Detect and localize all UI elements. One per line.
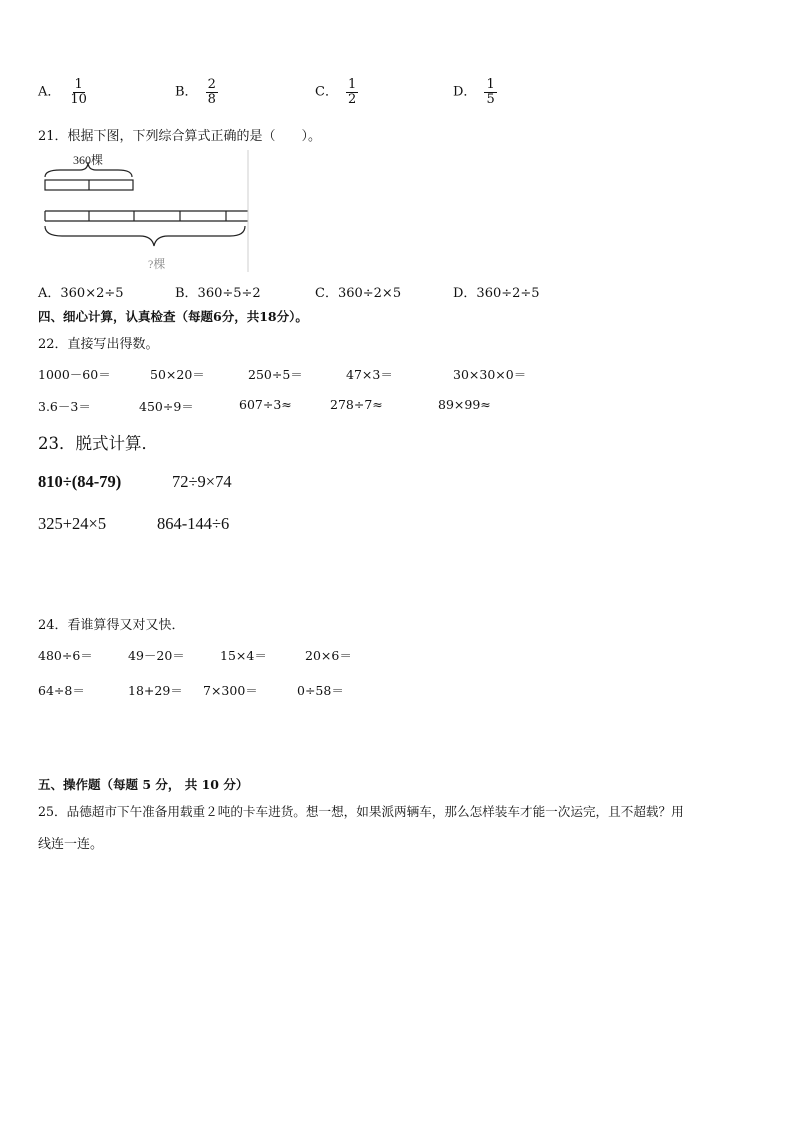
- q20-option-c: [315, 78, 358, 106]
- fraction-denominator: 10: [70, 91, 87, 107]
- q22-item: 3.6－3＝: [38, 399, 91, 414]
- q22-item: 50×20＝: [150, 367, 205, 382]
- q21-top-label: 360棵: [73, 153, 104, 167]
- q22-item: 1000－60＝: [38, 367, 111, 382]
- q23-item: 72÷9×74: [172, 472, 232, 491]
- q20-option-b-letter: B．: [175, 84, 198, 100]
- fraction-numerator: 1: [486, 77, 495, 92]
- q24-item: 480÷6＝: [38, 648, 93, 663]
- fraction-numerator: 1: [74, 77, 83, 92]
- fraction-denominator: 5: [486, 91, 495, 107]
- q20-option-b: [175, 78, 218, 106]
- q20-option-c-fraction: [346, 78, 358, 106]
- q24-item: 20×6＝: [305, 648, 352, 663]
- q25-line1: 25．品德超市下午准备用载重２吨的卡车进货。想一想，如果派两辆车，那么怎样装车才能一次运完，且不超载？用: [38, 804, 684, 819]
- q24-item: 0÷58＝: [297, 683, 344, 698]
- q22-stem: 22．直接写出得数。: [38, 337, 159, 352]
- q23-stem: 23．脱式计算．: [38, 434, 158, 453]
- q25-line2: 线连一连。: [38, 837, 104, 852]
- fraction-numerator: 1: [347, 77, 357, 92]
- fraction-denominator: 8: [207, 91, 216, 107]
- section4-title: 四、细心计算，认真检查（每题6分，共18分）。: [38, 309, 308, 324]
- q22-item: 250÷5＝: [248, 367, 303, 382]
- fraction-numerator: 2: [207, 77, 216, 92]
- q21-option-c: C．360÷2×5: [315, 286, 402, 301]
- q24-item: 64÷8＝: [38, 683, 85, 698]
- q24-item: 18+29＝: [128, 683, 183, 698]
- q21-option-a: A．360×2÷5: [38, 286, 124, 301]
- q21-option-d: D．360÷2÷5: [453, 286, 540, 301]
- q22-item: 89×99≈: [438, 397, 491, 412]
- section5-title: 五、操作题（每题 5 分， 共 10 分）: [38, 777, 249, 792]
- q21-stem: 21．根据下图，下列综合算式正确的是（ ）。: [38, 129, 322, 144]
- fraction-denominator: 2: [347, 91, 357, 107]
- q22-item: 450÷9＝: [139, 399, 194, 414]
- q20-option-d-fraction: [484, 78, 496, 106]
- q23-item: 864-144÷6: [157, 514, 230, 533]
- q24-item: 15×4＝: [220, 648, 267, 663]
- q24-item: 7×300＝: [203, 683, 258, 698]
- q20-option-a-letter: A．: [38, 84, 61, 100]
- q21-option-b: B．360÷5÷2: [175, 286, 261, 301]
- q22-item: 30×30×0＝: [453, 367, 527, 382]
- q20-option-a-fraction: [68, 78, 89, 106]
- q23-item: 325+24×5: [38, 514, 107, 533]
- q20-option-d: [453, 78, 497, 106]
- bottom-brace: [45, 226, 245, 246]
- q20-option-b-fraction: [206, 78, 218, 106]
- q20-option-a: [38, 78, 89, 106]
- q20-option-d-letter: D．: [453, 84, 477, 100]
- q23-item: 810÷(84-79): [38, 472, 122, 491]
- q22-item: 47×3＝: [346, 367, 393, 382]
- q21-figure: [40, 150, 252, 272]
- q24-item: 49－20＝: [128, 648, 185, 663]
- q21-bottom-label: ?棵: [148, 257, 166, 271]
- line-segment-diagram: [40, 150, 252, 272]
- q20-option-c-letter: C．: [315, 84, 338, 100]
- q24-stem: 24．看谁算得又对又快．: [38, 618, 185, 633]
- q22-item: 278÷7≈: [330, 397, 383, 412]
- q22-item: 607÷3≈: [239, 397, 292, 412]
